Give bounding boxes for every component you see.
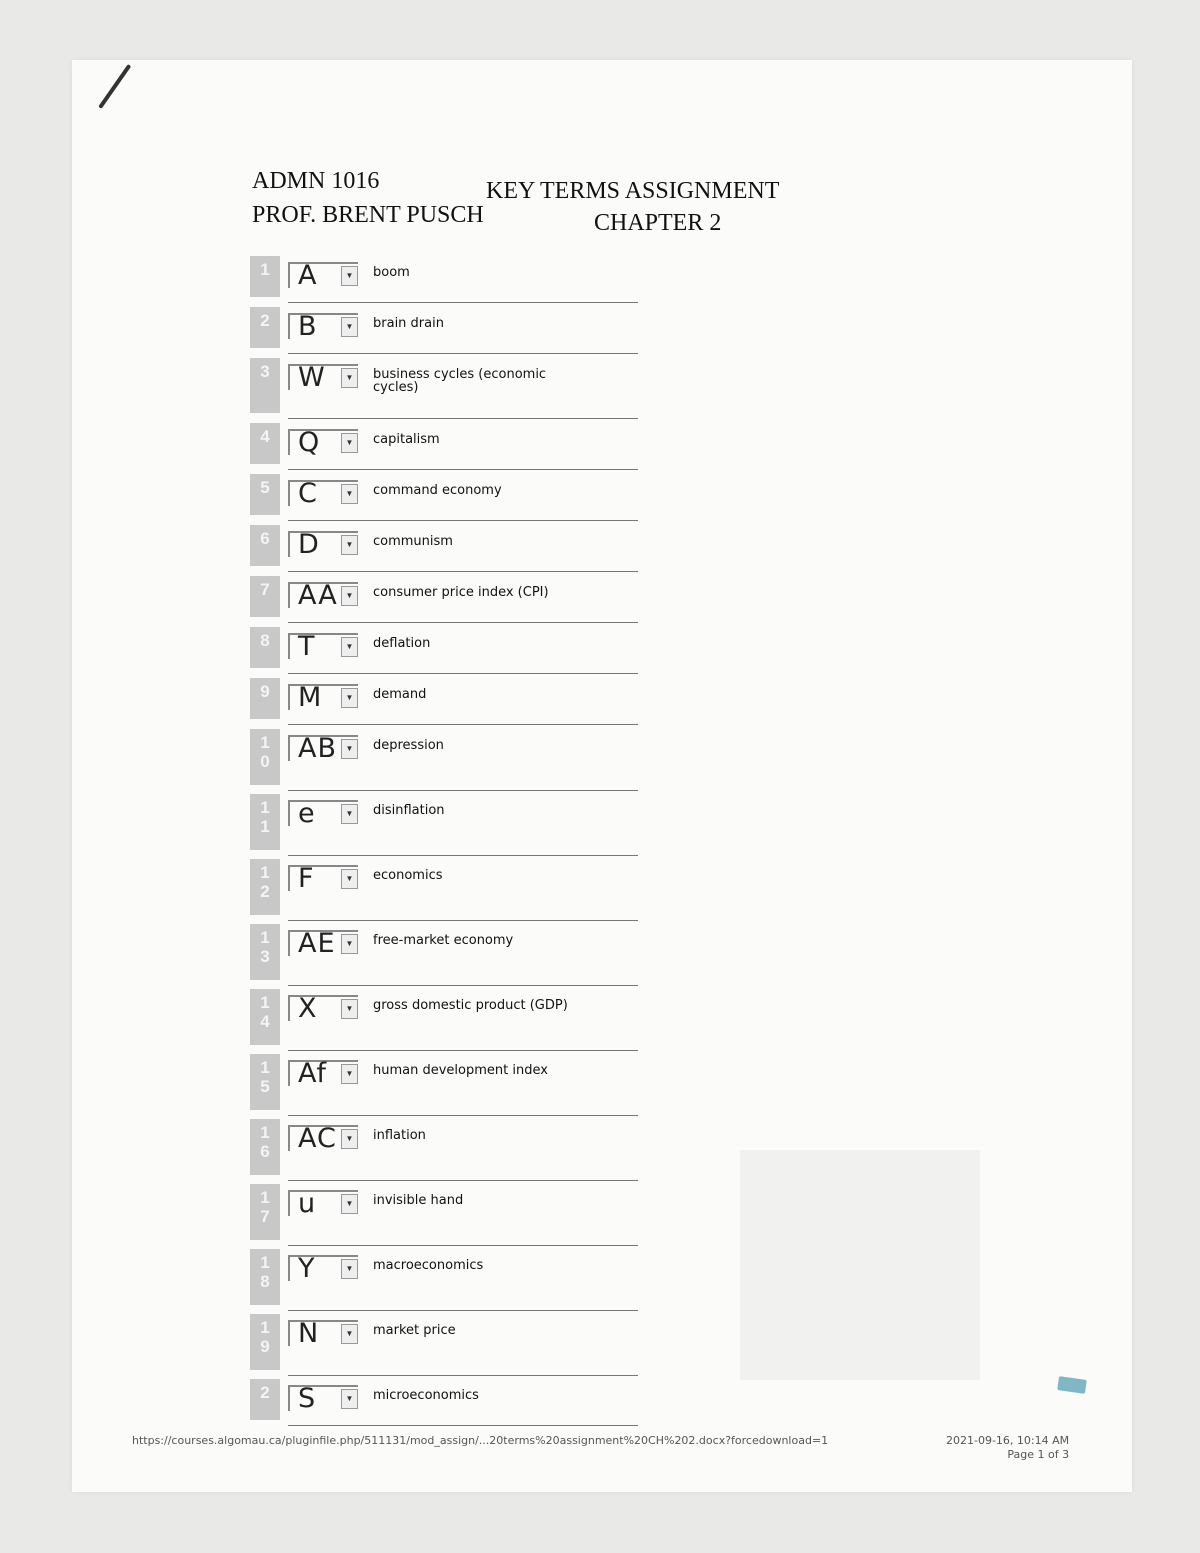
term-row <box>248 525 608 566</box>
item-number-digit: 1 <box>260 1058 270 1077</box>
item-number-digit: 1 <box>260 928 270 947</box>
item-number-digit: 1 <box>260 260 270 279</box>
item-number <box>250 1119 280 1175</box>
answer-select[interactable] <box>288 529 358 560</box>
item-number-digit: 1 <box>260 993 270 1012</box>
chevron-down-icon[interactable]: ▼ <box>341 1064 358 1084</box>
item-number-digit: 2 <box>260 882 270 901</box>
item-number-digit: 1 <box>260 1188 270 1207</box>
chevron-down-icon[interactable]: ▼ <box>341 433 358 453</box>
answer-select[interactable] <box>288 580 358 611</box>
chevron-down-icon[interactable]: ▼ <box>341 1324 358 1344</box>
chevron-down-icon[interactable]: ▼ <box>341 1259 358 1279</box>
chevron-down-icon[interactable]: ▼ <box>341 1194 358 1214</box>
answer-select[interactable] <box>288 260 358 291</box>
answer-select[interactable] <box>288 863 358 894</box>
term-label: brain drain <box>373 316 444 331</box>
answer-select[interactable] <box>288 733 358 764</box>
answer-select[interactable] <box>288 427 358 458</box>
term-row <box>248 678 608 719</box>
item-number-digit: 1 <box>260 1123 270 1142</box>
term-row <box>248 794 608 850</box>
item-number <box>250 794 280 850</box>
item-number <box>250 1054 280 1110</box>
divider <box>288 1180 638 1181</box>
chevron-down-icon[interactable]: ▼ <box>341 368 358 388</box>
term-label: communism <box>373 534 453 549</box>
item-number-digit: 3 <box>260 947 270 966</box>
divider <box>288 571 638 572</box>
item-number <box>250 423 280 464</box>
answer-select[interactable] <box>288 1253 358 1284</box>
item-number <box>250 256 280 297</box>
chevron-down-icon[interactable]: ▼ <box>341 999 358 1019</box>
item-number-digit: 1 <box>260 817 270 836</box>
divider <box>288 353 638 354</box>
answer-value: Y <box>298 1253 316 1284</box>
answer-value: N <box>298 1318 320 1349</box>
term-label: consumer price index (CPI) <box>373 585 549 600</box>
item-number <box>250 678 280 719</box>
answer-value: D <box>298 529 320 560</box>
divider <box>288 1245 638 1246</box>
item-number <box>250 989 280 1045</box>
divider <box>288 920 638 921</box>
term-row <box>248 1314 608 1370</box>
answer-value: AE <box>298 928 336 959</box>
term-row <box>248 627 608 668</box>
item-number <box>250 627 280 668</box>
chevron-down-icon[interactable]: ▼ <box>341 535 358 555</box>
answer-select[interactable] <box>288 1123 358 1154</box>
answer-value: B <box>298 311 318 342</box>
item-number-digit: 2 <box>260 311 270 330</box>
chevron-down-icon[interactable]: ▼ <box>341 934 358 954</box>
item-number-digit: 5 <box>260 478 270 497</box>
term-row <box>248 1249 608 1305</box>
answer-select[interactable] <box>288 478 358 509</box>
answer-value: u <box>298 1188 317 1219</box>
term-row <box>248 1054 608 1110</box>
item-number <box>250 474 280 515</box>
divider <box>288 520 638 521</box>
answer-select[interactable] <box>288 1318 358 1349</box>
term-row <box>248 474 608 515</box>
term-row <box>248 1184 608 1240</box>
chevron-down-icon[interactable]: ▼ <box>341 688 358 708</box>
chevron-down-icon[interactable]: ▼ <box>341 869 358 889</box>
divider <box>288 418 638 419</box>
answer-value: W <box>298 362 326 393</box>
answer-select[interactable] <box>288 1058 358 1089</box>
term-label: market price <box>373 1323 456 1338</box>
answer-select[interactable] <box>288 682 358 713</box>
chevron-down-icon[interactable]: ▼ <box>341 484 358 504</box>
item-number <box>250 859 280 915</box>
item-number-digit: 1 <box>260 733 270 752</box>
item-number <box>250 1249 280 1305</box>
divider <box>288 790 638 791</box>
term-row <box>248 1119 608 1175</box>
item-number-digit: 6 <box>260 529 270 548</box>
answer-value: S <box>298 1383 317 1414</box>
answer-value: Q <box>298 427 321 458</box>
item-number <box>250 525 280 566</box>
item-number-digit: 1 <box>260 863 270 882</box>
divider <box>288 724 638 725</box>
item-number-digit: 0 <box>260 752 270 771</box>
divider <box>288 1425 638 1426</box>
item-number <box>250 1379 280 1420</box>
answer-select[interactable] <box>288 1188 358 1219</box>
term-row <box>248 358 608 413</box>
item-number <box>250 307 280 348</box>
answer-value: AA <box>298 580 338 611</box>
term-label: business cycles (economic cycles) <box>373 367 547 395</box>
chevron-down-icon[interactable]: ▼ <box>341 1129 358 1149</box>
chapter-label: CHAPTER 2 <box>594 210 722 236</box>
footer-url: https://courses.algomau.ca/pluginfile.php/511131/mod_assign/...20terms%20assignment%20CH%202.docx?forcedownload=1 <box>132 1434 829 1447</box>
answer-value: C <box>298 478 318 509</box>
term-label: capitalism <box>373 432 440 447</box>
term-row <box>248 729 608 785</box>
divider <box>288 1050 638 1051</box>
item-number <box>250 729 280 785</box>
answer-value: T <box>298 631 316 662</box>
divider <box>288 622 638 623</box>
course-code: ADMN 1016 <box>252 168 380 194</box>
item-number-digit: 1 <box>260 1253 270 1272</box>
key-terms-list <box>248 256 608 1430</box>
answer-select[interactable] <box>288 928 358 959</box>
divider <box>288 1310 638 1311</box>
term-label: disinflation <box>373 803 445 818</box>
term-row <box>248 989 608 1045</box>
chevron-down-icon[interactable]: ▼ <box>341 1389 358 1409</box>
answer-select[interactable] <box>288 631 358 662</box>
item-number <box>250 1184 280 1240</box>
chevron-down-icon[interactable]: ▼ <box>341 739 358 759</box>
term-label: free-market economy <box>373 933 514 948</box>
item-number-digit: 7 <box>260 1207 270 1226</box>
item-number-digit: 9 <box>260 682 270 701</box>
item-number-digit: 4 <box>260 427 270 446</box>
term-label: human development index <box>373 1063 548 1078</box>
item-number-digit: 1 <box>260 798 270 817</box>
answer-value: e <box>298 798 316 829</box>
footer-page: Page 1 of 3 <box>1007 1448 1070 1461</box>
term-label: command economy <box>373 483 502 498</box>
item-number-digit: 8 <box>260 1272 270 1291</box>
term-row <box>248 924 608 980</box>
item-number-digit: 8 <box>260 631 270 650</box>
answer-value: A <box>298 260 318 291</box>
item-number-digit: 1 <box>260 1318 270 1337</box>
term-label: invisible hand <box>373 1193 464 1208</box>
divider <box>288 855 638 856</box>
item-number-digit: 5 <box>260 1077 270 1096</box>
term-label: macroeconomics <box>373 1258 484 1273</box>
term-label: economics <box>373 868 443 883</box>
item-number-digit: 4 <box>260 1012 270 1031</box>
assignment-title: KEY TERMS ASSIGNMENT <box>486 178 780 204</box>
item-number-digit: 9 <box>260 1337 270 1356</box>
term-label: boom <box>373 265 410 280</box>
answer-value: F <box>298 863 315 894</box>
divider <box>288 469 638 470</box>
answer-value: X <box>298 993 318 1024</box>
item-number <box>250 358 280 413</box>
item-number <box>250 924 280 980</box>
divider <box>288 985 638 986</box>
divider <box>288 1375 638 1376</box>
answer-value: M <box>298 682 323 713</box>
term-row <box>248 576 608 617</box>
term-row <box>248 1379 608 1420</box>
answer-select[interactable] <box>288 798 358 829</box>
answer-select[interactable] <box>288 362 358 393</box>
item-number <box>250 576 280 617</box>
bleed-through-area <box>740 1150 980 1380</box>
answer-select[interactable] <box>288 311 358 342</box>
term-row <box>248 256 608 297</box>
divider <box>288 1115 638 1116</box>
chevron-down-icon[interactable]: ▼ <box>341 637 358 657</box>
chevron-down-icon[interactable]: ▼ <box>341 586 358 606</box>
term-row <box>248 423 608 464</box>
term-label: inflation <box>373 1128 426 1143</box>
term-label: gross domestic product (GDP) <box>373 998 568 1013</box>
term-row <box>248 859 608 915</box>
answer-select[interactable] <box>288 993 358 1024</box>
footer-meta <box>946 1434 1069 1462</box>
item-number-digit: 6 <box>260 1142 270 1161</box>
answer-select[interactable] <box>288 1383 358 1414</box>
term-label: deflation <box>373 636 431 651</box>
item-number-digit: 7 <box>260 580 270 599</box>
divider <box>288 673 638 674</box>
term-label: microeconomics <box>373 1388 479 1403</box>
divider <box>288 302 638 303</box>
term-label: depression <box>373 738 444 753</box>
item-number <box>250 1314 280 1370</box>
item-number-digit: 3 <box>260 362 270 381</box>
answer-value: AB <box>298 733 337 764</box>
chevron-down-icon[interactable]: ▼ <box>341 266 358 286</box>
answer-value: AC <box>298 1123 337 1154</box>
chevron-down-icon[interactable]: ▼ <box>341 804 358 824</box>
term-label: demand <box>373 687 427 702</box>
chevron-down-icon[interactable]: ▼ <box>341 317 358 337</box>
answer-value: Af <box>298 1058 328 1089</box>
term-row <box>248 307 608 348</box>
professor-name: PROF. BRENT PUSCH <box>252 202 484 228</box>
item-number-digit: 2 <box>260 1383 270 1402</box>
footer-datetime: 2021-09-16, 10:14 AM <box>946 1434 1070 1447</box>
